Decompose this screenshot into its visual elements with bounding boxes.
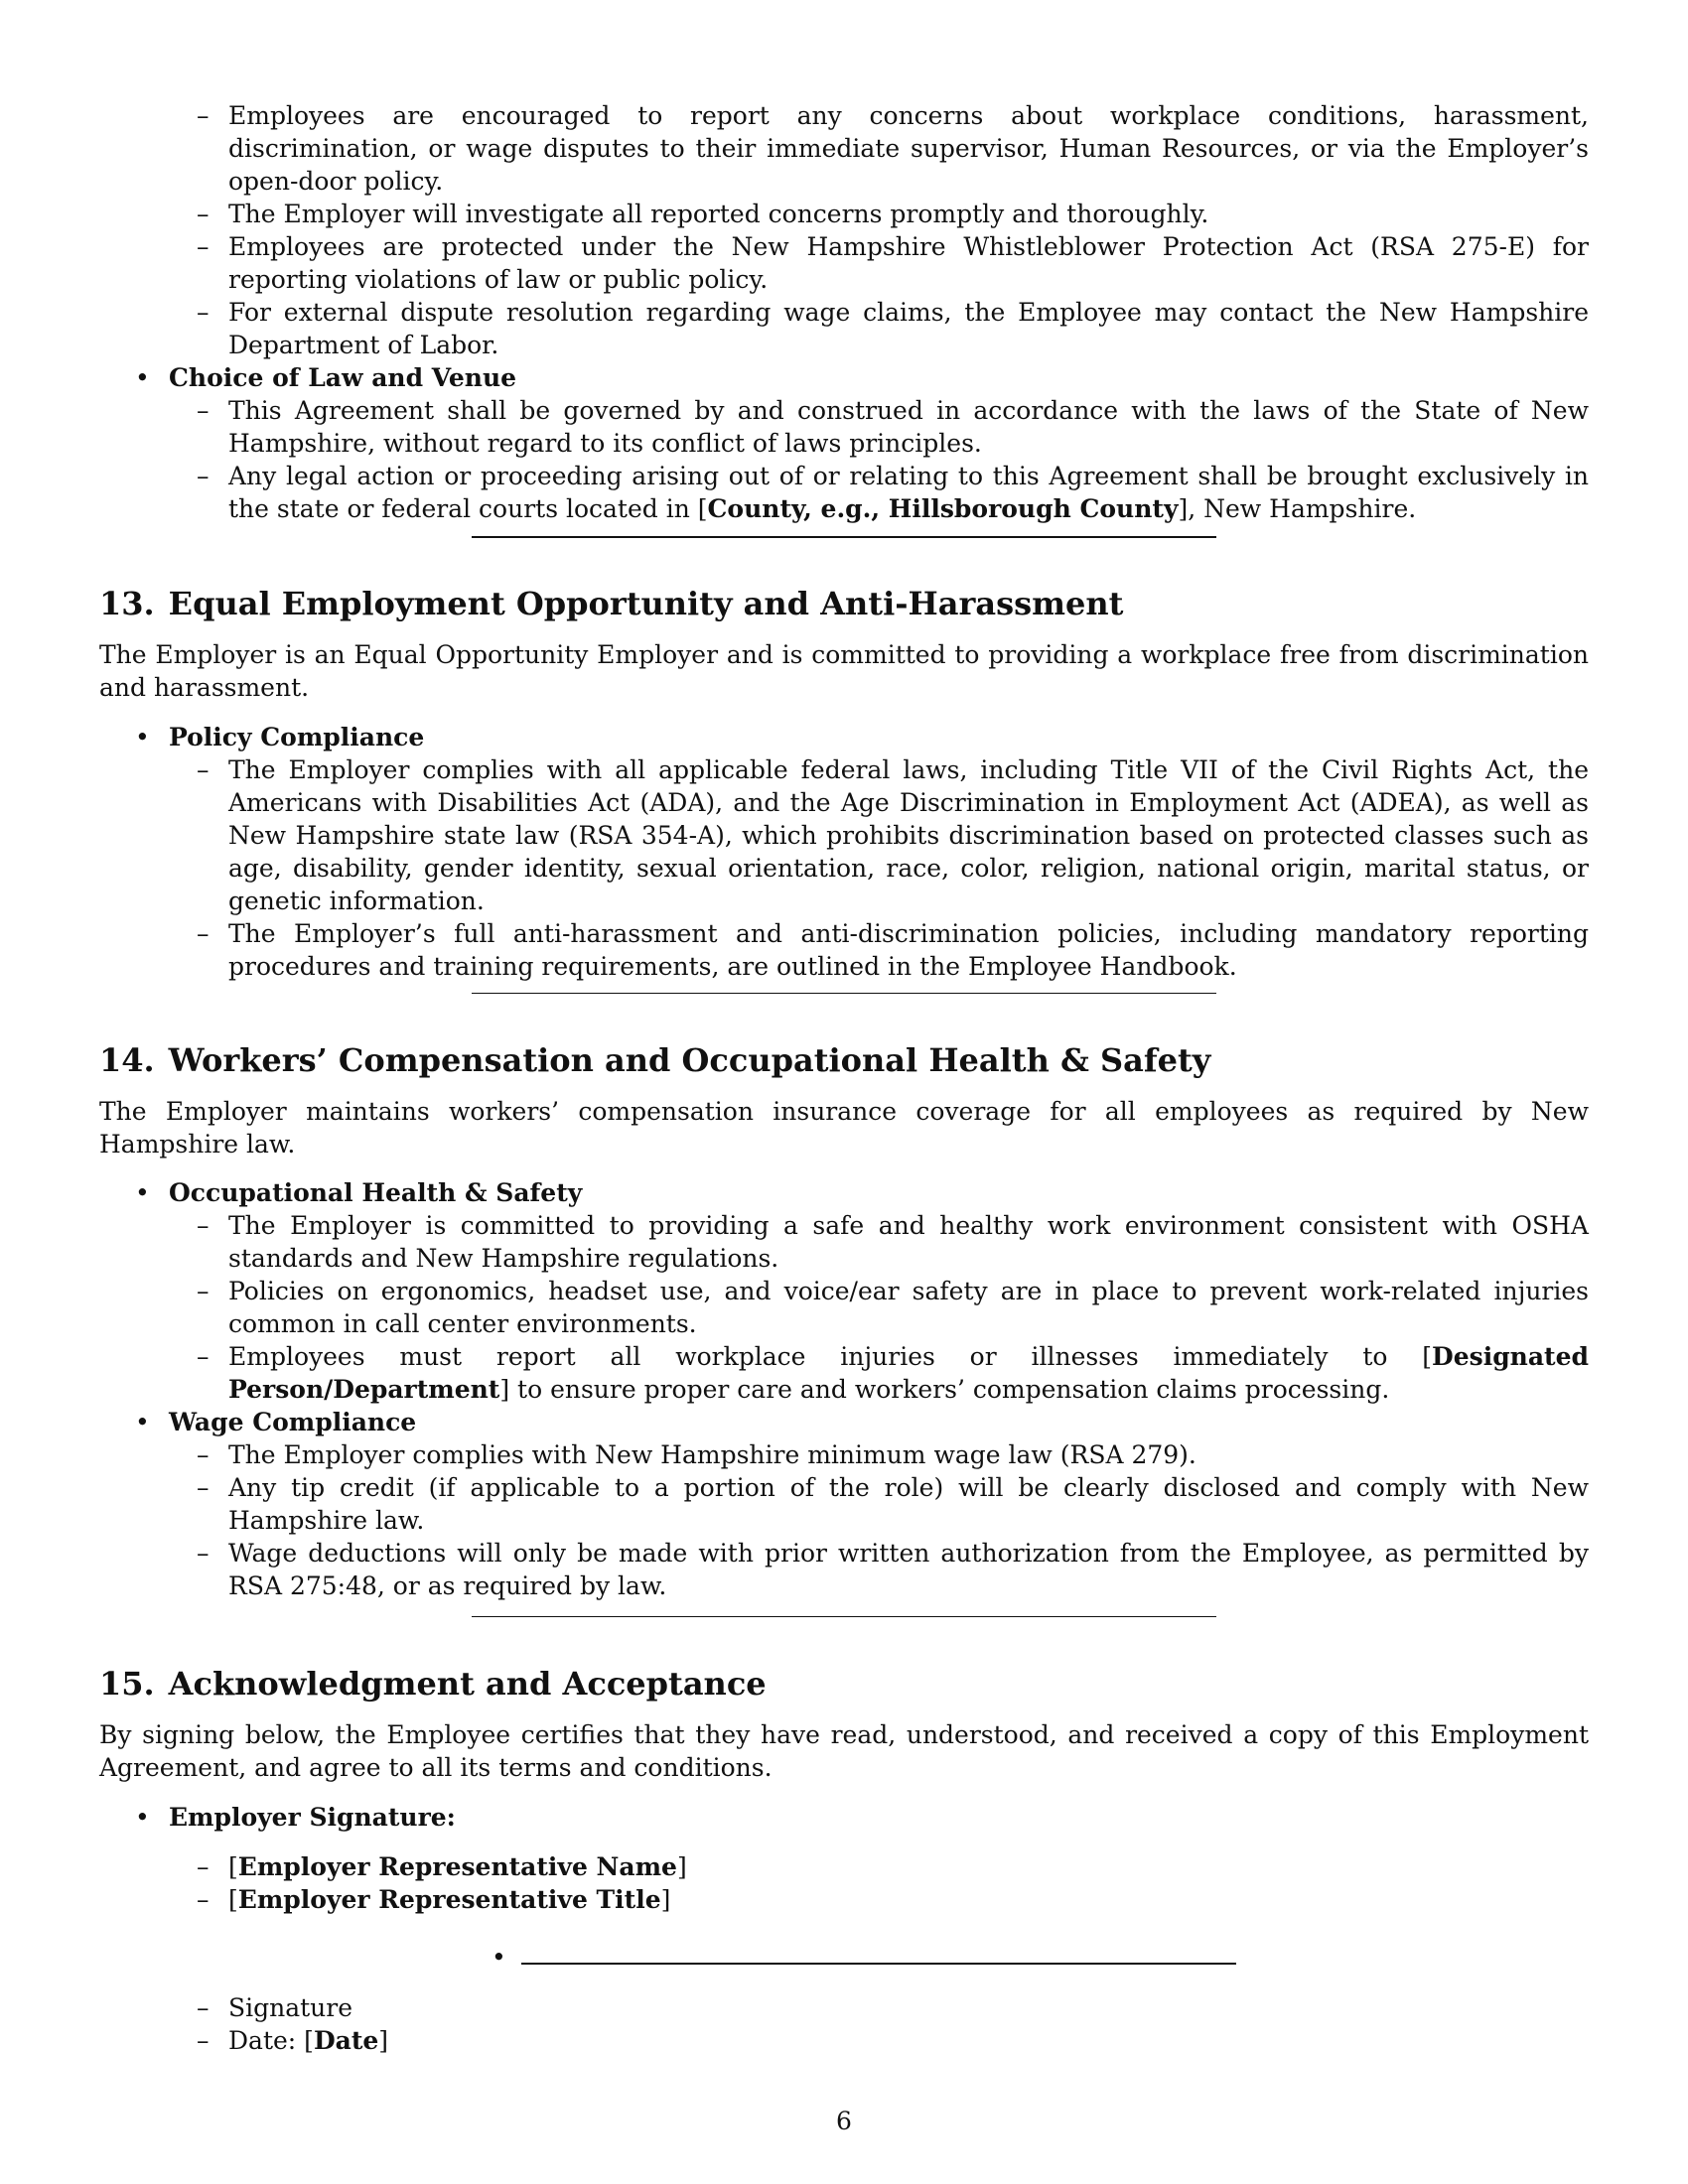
list-item: – The Employer’s full anti-harassment and anti-discrimination policies, including mandatory reporting procedures and training requirements, are outlined in the Employee Handbook. xyxy=(197,919,1589,981)
list-item: – This Agreement shall be governed by and construed in accordance with the laws of the State of New Hampshire, without regard to its conflict of laws principles. xyxy=(197,396,1589,458)
page-number: 6 xyxy=(836,2107,852,2135)
section-intro: The Employer is an Equal Opportunity Employer and is committed to providing a workplace free from discrimination and harassment. xyxy=(99,640,1589,702)
section-15-body xyxy=(99,1718,1589,1916)
employer-signature-bullet: • Employer Signature: xyxy=(135,1803,456,1832)
policy-compliance-bullet: • Policy Compliance xyxy=(135,723,425,751)
list-item: – Signature xyxy=(197,1993,353,2022)
section-divider xyxy=(472,1616,1216,1617)
section-heading-15: 15. Acknowledgment and Acceptance xyxy=(99,1665,767,1703)
signature-details xyxy=(99,1991,1589,2057)
list-item: – The Employer is committed to providing a safe and healthy work environment consistent with OSHA standards and New Hampshire regulations. xyxy=(197,1211,1589,1273)
section-heading-14: 14. Workers’ Compensation and Occupational Health & Safety xyxy=(99,1041,1211,1079)
list-item: – Any tip credit (if applicable to a portion of the role) will be clearly disclosed and comply with New Hampshire law. xyxy=(197,1473,1589,1535)
list-item: – Employees are encouraged to report any concerns about workplace conditions, harassment, discrimination, or wage disputes to their immediate supervisor, Human Resources, or via the Employer’s open-door policy. xyxy=(197,101,1589,196)
whistleblower-list xyxy=(99,99,1589,525)
list-item: – Employees must report all workplace injuries or illnesses immediately to [Designated Person/Department] to ensure proper care and workers’ compensation claims processing. xyxy=(197,1342,1589,1404)
list-item: – For external dispute resolution regarding wage claims, the Employee may contact the New Hampshire Department of Labor. xyxy=(197,298,1589,359)
list-item: – [Employer Representative Name] xyxy=(197,1852,687,1881)
list-item: – The Employer will investigate all reported concerns promptly and thoroughly. xyxy=(197,200,1209,228)
list-item: – [Employer Representative Title] xyxy=(197,1885,671,1914)
list-item: – Policies on ergonomics, headset use, and voice/ear safety are in place to prevent work-related injuries common in call center environments. xyxy=(197,1277,1589,1338)
section-intro: By signing below, the Employee certifies that they have read, understood, and received a copy of this Employment Agreement, and agree to all its terms and conditions. xyxy=(99,1720,1589,1782)
section-divider xyxy=(472,536,1216,538)
section-heading-13: 13. Equal Employment Opportunity and Anti-Harassment xyxy=(99,585,1124,622)
list-item: – Wage deductions will only be made with prior written authorization from the Employee, as permitted by RSA 275:48, or as required by law. xyxy=(197,1539,1589,1600)
section-divider xyxy=(472,993,1216,994)
list-item: – Any legal action or proceeding arising out of or relating to this Agreement shall be brought exclusively in the state or federal courts located in [County, e.g., Hillsborough County], New Hampshire. xyxy=(197,462,1589,523)
signature-bullet: • xyxy=(492,1943,506,1972)
list-item: – Date: [Date] xyxy=(197,2026,389,2055)
list-item: – The Employer complies with New Hampshire minimum wage law (RSA 279). xyxy=(197,1440,1196,1469)
wage-compliance-bullet: • Wage Compliance xyxy=(135,1408,417,1436)
choice-of-law-bullet: • Choice of Law and Venue xyxy=(135,363,517,392)
list-item: – The Employer complies with all applicable federal laws, including Title VII of the Civil Rights Act, the Americans with Disabilities Act (ADA), and the Age Discrimination in Employment Act (ADEA), as well as New Hampshire state law (RSA 354-A), which prohibits discrimination based on protected classes such as age, disability, gender identity, sexual orientation, race, color, religion, national origin, marital status, or genetic information. xyxy=(197,755,1589,915)
section-13-body xyxy=(99,638,1589,983)
list-item: – Employees are protected under the New Hampshire Whistleblower Protection Act (RSA 275-E) for reporting violations of law or public policy. xyxy=(197,232,1589,294)
signature-line xyxy=(521,1963,1236,1965)
ohs-bullet: • Occupational Health & Safety xyxy=(135,1178,583,1207)
section-intro: The Employer maintains workers’ compensation insurance coverage for all employees as required by New Hampshire law. xyxy=(99,1097,1589,1159)
section-14-body xyxy=(99,1095,1589,1602)
